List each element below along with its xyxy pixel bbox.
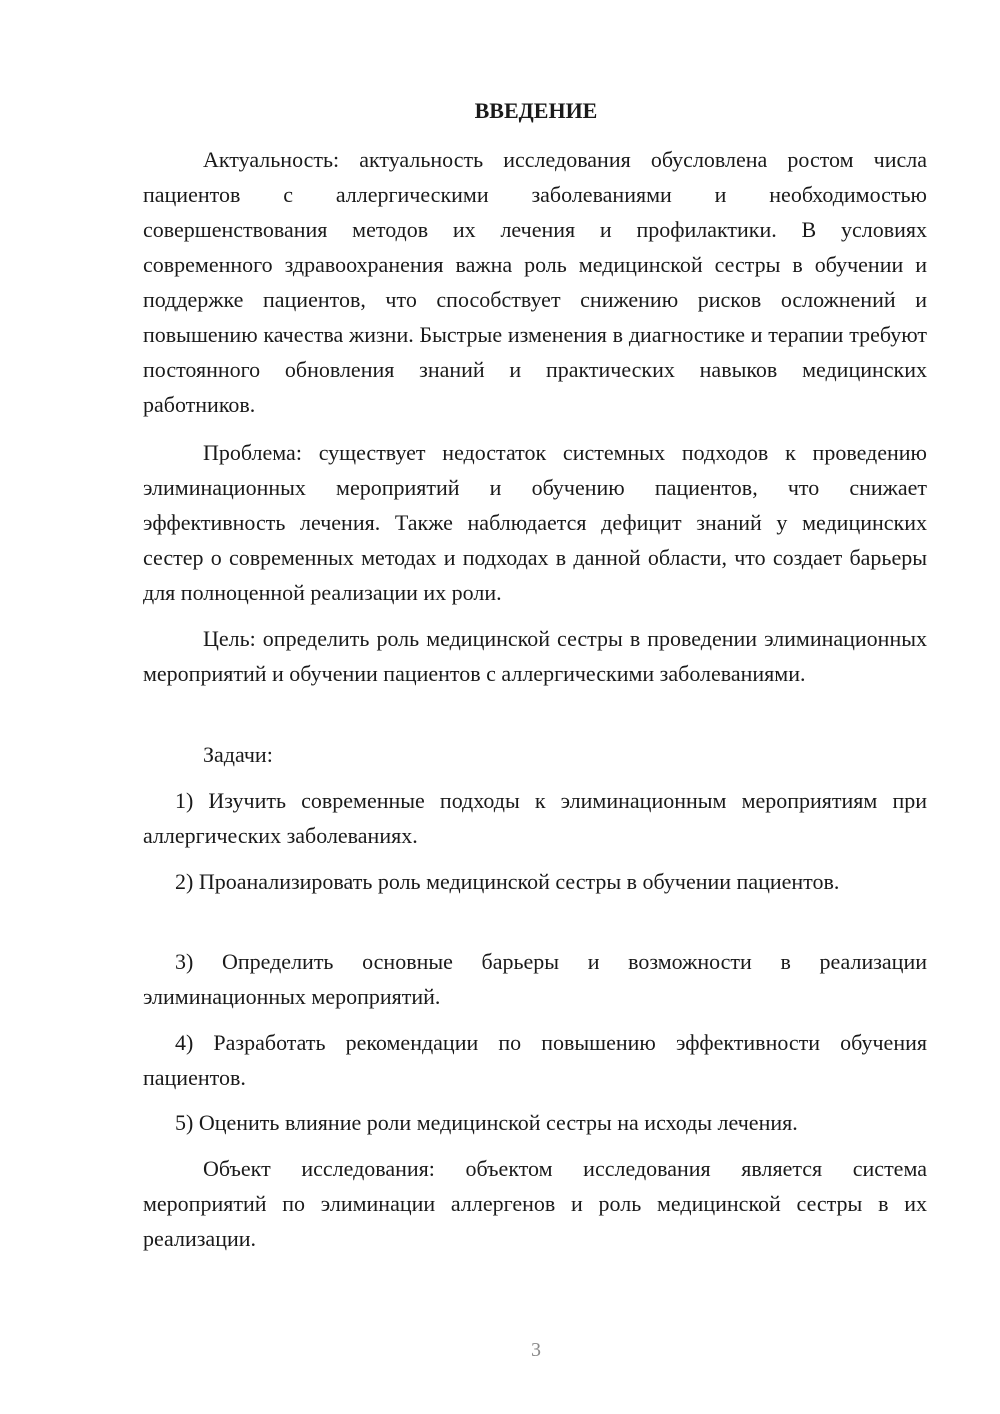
task-item-5: 5) Оценить влияние роли медицинской сестры на исходы лечения. [175,1110,798,1135]
problem-paragraph: Проблема: существует недостаток системных подходов к проведению элиминационных мероприятий и обучению пациентов, что снижает эффективность лечения. Также наблюдается дефицит знаний у медицинских сестер о современных методах и подходах в данной области, что создает барьеры для полноценной реализации их роли. [143,440,927,605]
task-item-1: 1) Изучить современные подходы к элиминационным мероприятиям при аллергических заболеваниях. [143,788,927,848]
tasks-label: Задачи: [203,742,273,767]
section-heading: ВВЕДЕНИЕ [474,98,598,123]
object-paragraph: Объект исследования: объектом исследования является система мероприятий по элиминации аллергенов и роль медицинской сестры в их реализации. [143,1156,927,1251]
task-item-4: 4) Разработать рекомендации по повышению эффективности обучения пациентов. [143,1030,927,1090]
page-number: 3 [531,1339,541,1361]
task-item-2: 2) Проанализировать роль медицинской сестры в обучении пациентов. [175,869,840,894]
task-item-3: 3) Определить основные барьеры и возможности в реализации элиминационных мероприятий. [143,949,927,1009]
goal-paragraph: Цель: определить роль медицинской сестры в проведении элиминационных мероприятий и обучении пациентов с аллергическими заболеваниями. [143,626,927,686]
relevance-paragraph: Актуальность: актуальность исследования обусловлена ростом числа пациентов с аллергическими заболеваниями и необходимостью совершенствования методов их лечения и профилактики. В условиях современного здравоохранения важна роль медицинской сестры в обучении и поддержке пациентов, что способствует снижению рисков осложнений и повышению качества жизни. Быстрые изменения в диагностике и терапии требуют постоянного обновления знаний и практических навыков медицинских работников. [143,147,927,417]
